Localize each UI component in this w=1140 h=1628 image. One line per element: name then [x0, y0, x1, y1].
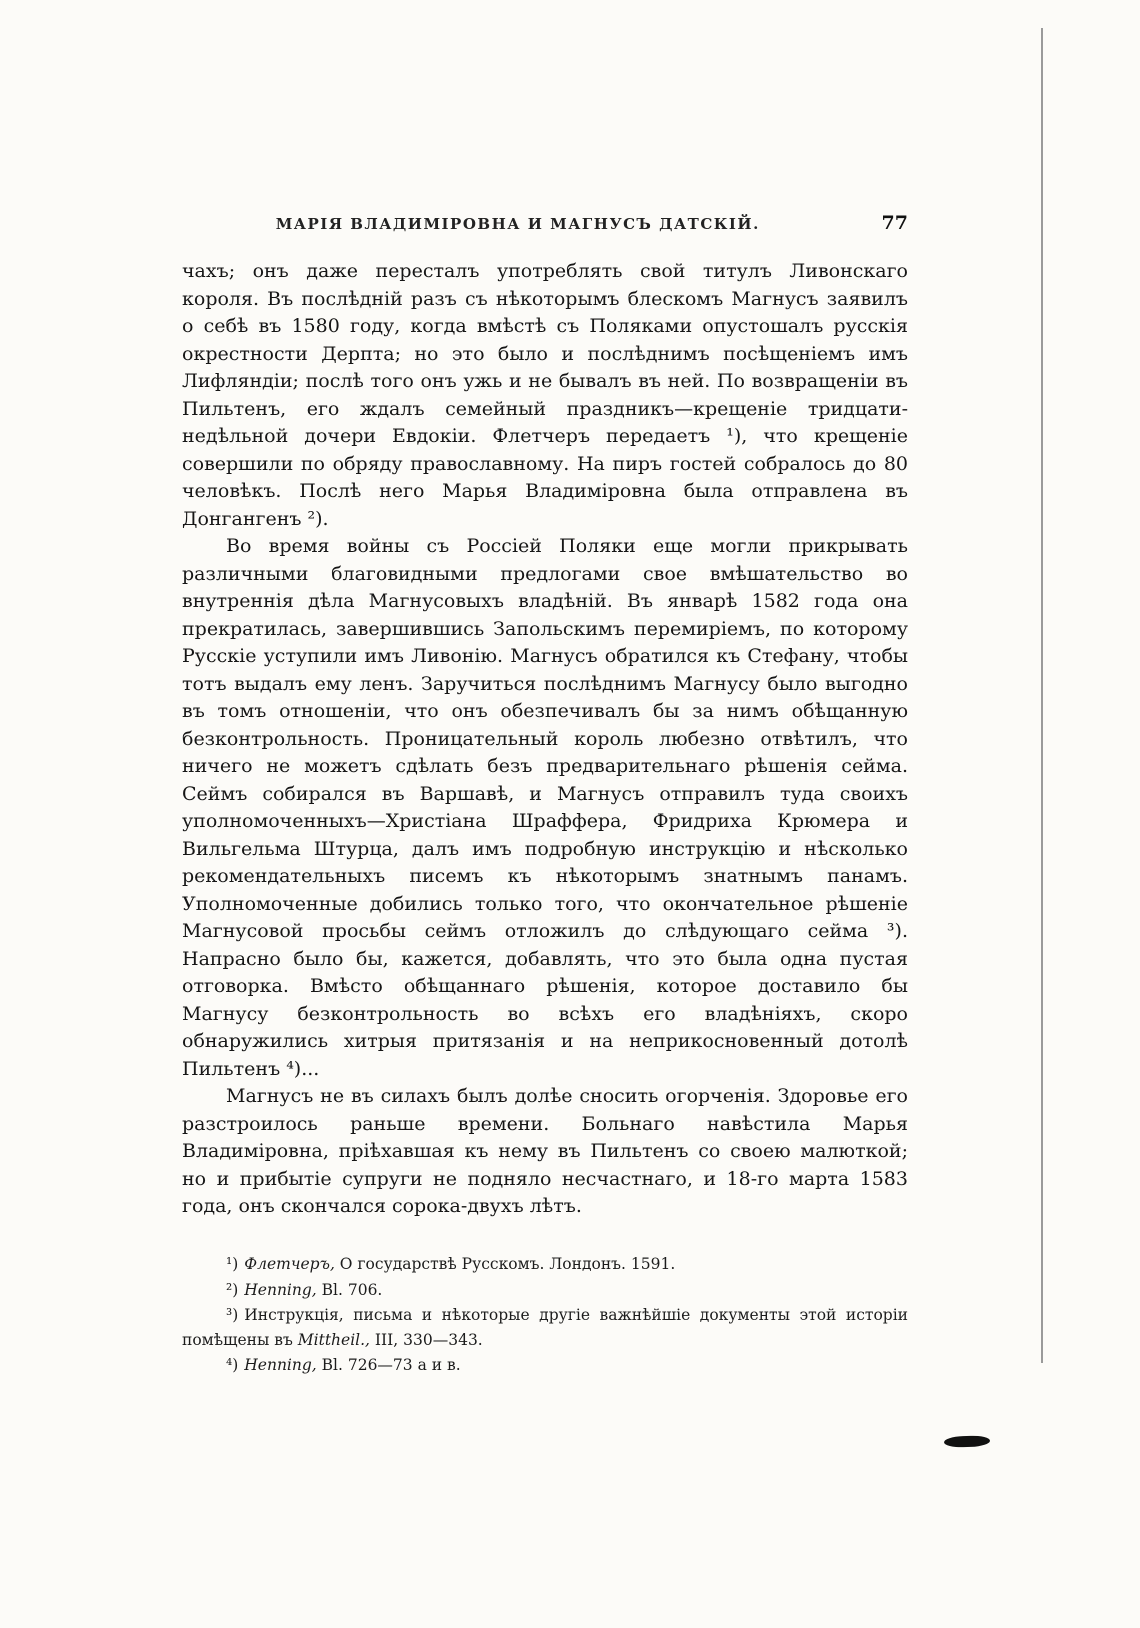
paragraph: Во время войны съ Россіей Поляки еще могли прикрывать различными благовидными предлогами свое вмѣшательство во внутреннія дѣла Магнусовыхъ владѣній. Въ январѣ 1582 года она прекратилась, завершившись Запольскимъ перемиріемъ, по которому Русскіе уступили имъ Ливонію. Магнусъ обратился къ Стефану, чтобы тотъ выдалъ ему ленъ. Заручиться послѣднимъ Магнусу было выгодно въ томъ отношеніи, что онъ обезпечивалъ бы за нимъ обѣщанную безконтрольность. Проницательный король любезно отвѣтилъ, что ничего не можетъ сдѣлать безъ предварительнаго рѣшенія сейма. Сеймъ собирался въ Варшавѣ, и Магнусъ отправилъ туда своихъ уполномоченныхъ—Христіана Шраффера, Фридриха Крюмера и Вильгельма Штурца, далъ имъ подробную инструкцію и нѣсколько рекомендательныхъ писемъ къ нѣкоторымъ знатнымъ панамъ. Уполномоченные добились только того, что окончательное рѣшеніе Магнусовой просьбы сеймъ отложилъ до слѣдующаго сейма ³). Напрасно было бы, кажется, добавлять, что это была одна пустая отговорка. Вмѣсто обѣщаннаго рѣшенія, которое доставило бы Магнусу безконтрольность во всѣхъ его владѣніяхъ, скоро обнаружились хитрыя притязанія и на неприкосновенный дотолѣ Пильтенъ ⁴)... — [182, 535, 908, 1080]
footnote-text: Bl. 726—73 а и в. — [316, 1356, 461, 1374]
footnote — [182, 1252, 908, 1277]
footnote-source: Mittheil., — [297, 1330, 370, 1349]
body-text — [182, 258, 908, 1221]
footnote-text: Bl. 706. — [316, 1280, 383, 1299]
footnote-text: III, 330—343. — [369, 1330, 483, 1349]
running-title: МАРІЯ ВЛАДИМІРОВНА И МАГНУСЪ ДАТСКІЙ. — [275, 215, 760, 233]
footnote-marker: ³) — [226, 1306, 239, 1324]
scan-border-line — [1041, 28, 1043, 1363]
footnote-marker: ⁴) — [226, 1356, 239, 1374]
footnote — [182, 1278, 908, 1303]
ink-smudge-artifact — [944, 1435, 990, 1448]
footnote-source: Флетчеръ, — [244, 1255, 335, 1273]
footnote — [182, 1353, 908, 1378]
footnote-marker: ¹) — [226, 1255, 239, 1273]
paragraph: чахъ; онъ даже пересталъ употреблять свой титулъ Ливонскаго короля. Въ послѣдній разъ съ нѣкоторымъ блескомъ Магнусъ заявилъ о себѣ въ 1580 году, когда вмѣстѣ съ Поляками опустошалъ русскія окрестности Дерпта; но это было и послѣднимъ посѣщеніемъ имъ Лифляндіи; послѣ того онъ ужь и не бывалъ въ ней. По возвращеніи въ Пильтенъ, его ждалъ семейный праздникъ—крещеніе тридцати-недѣльной дочери Евдокіи. Флетчеръ передаетъ ¹), что крещеніе совершили по обряду православному. На пиръ гостей собралось до 80 человѣкъ. Послѣ него Марья Владиміровна была отправлена въ Донгангенъ ²). — [182, 260, 908, 530]
footnote-source: Henning, — [244, 1356, 317, 1374]
paragraph: Магнусъ не въ силахъ былъ долѣе сносить огорченія. Здоровье его разстроилось раньше времени. Больнаго навѣстила Марья Владиміровна, пріѣхавшая къ нему въ Пильтенъ со своею малюткой; но и прибытіе супруги не подняло несчастнаго, и 18-го марта 1583 года, онъ скончался сорока-двухъ лѣтъ. — [182, 1085, 908, 1217]
footnotes — [182, 1252, 908, 1379]
page-number: 77 — [881, 212, 908, 234]
footnote-marker: ²) — [226, 1280, 239, 1299]
footnote — [182, 1303, 908, 1352]
footnote-source: Henning, — [244, 1280, 317, 1299]
footnote-text: О государствѣ Русскомъ. Лондонъ. 1591. — [334, 1255, 676, 1273]
page-header — [182, 212, 908, 234]
footnote-text: Инструкція, письма и нѣкоторые другіе важнѣйшіе документы этой исторіи помѣщены въ — [182, 1306, 908, 1349]
